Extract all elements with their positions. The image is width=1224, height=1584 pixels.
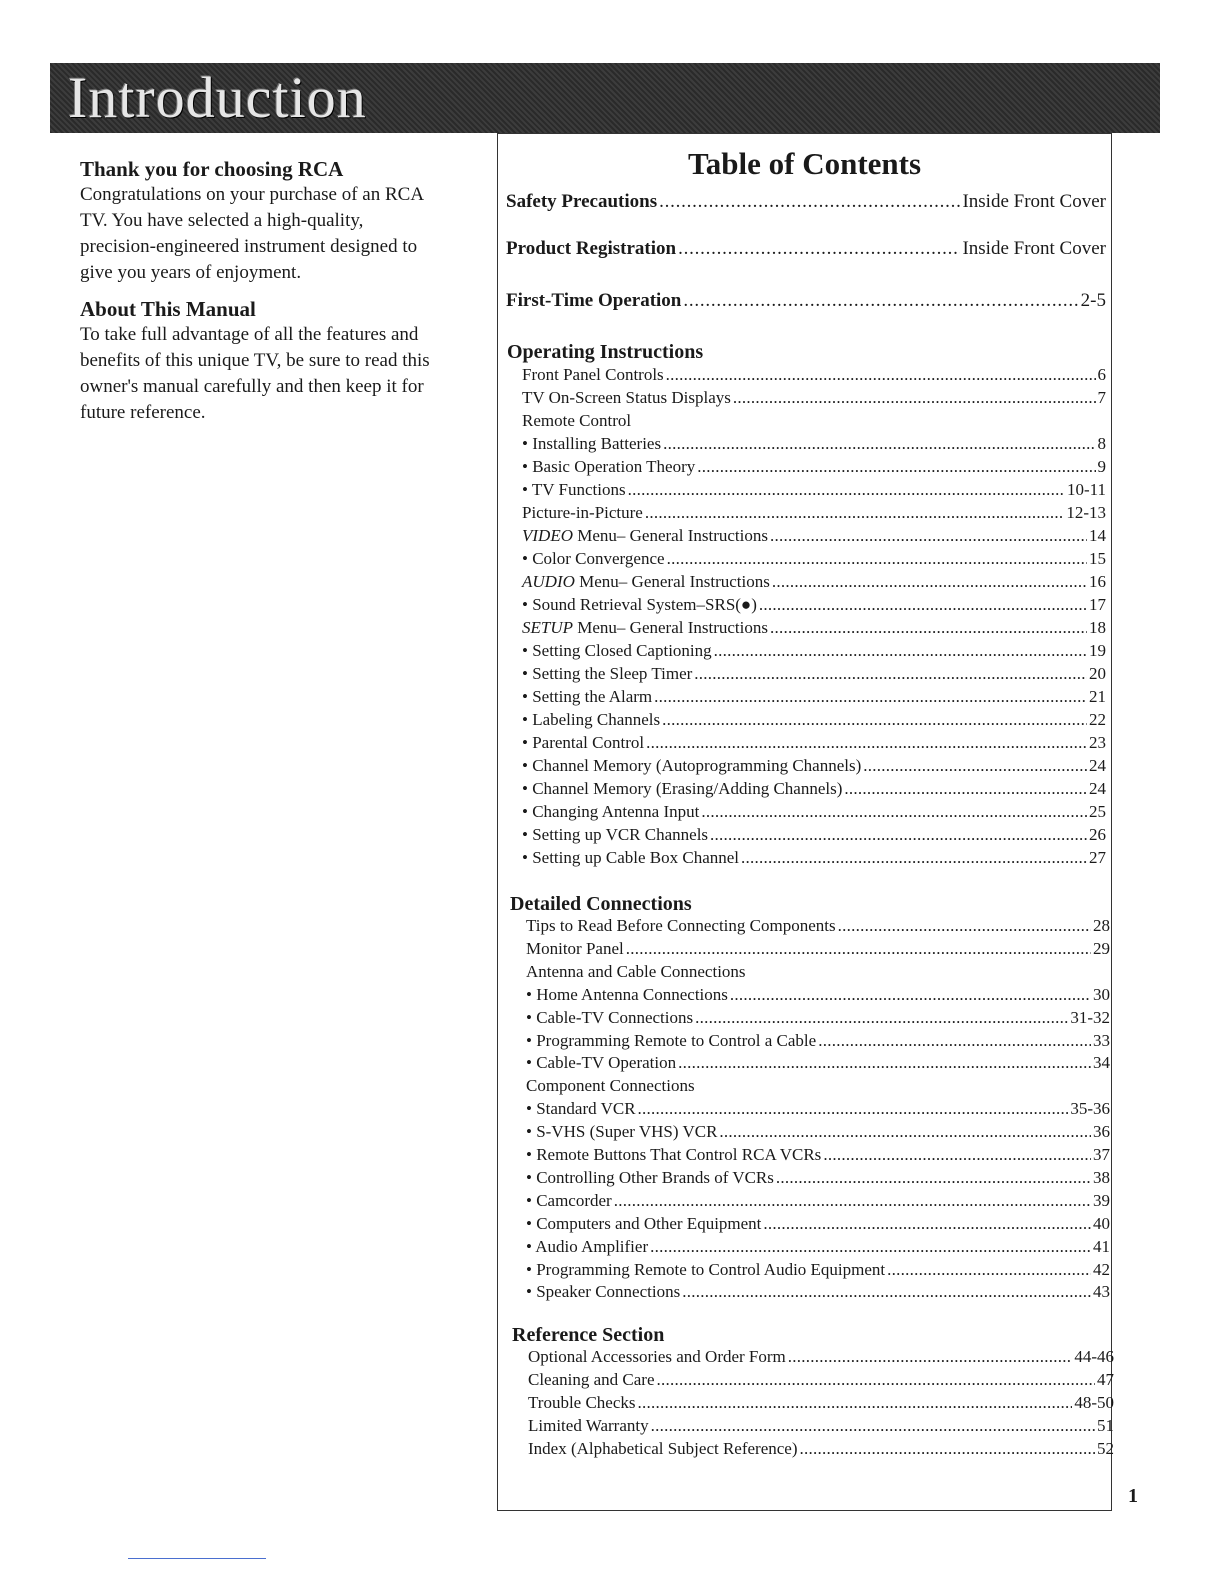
toc-entry-label: TV On-Screen Status Displays (522, 388, 731, 407)
toc-entry-label: • Color Convergence (522, 549, 665, 568)
toc-entry-label: • Computers and Other Equipment (526, 1213, 762, 1233)
toc-entry-page: 38 (1093, 1167, 1110, 1187)
toc-entry-page: 19 (1089, 641, 1106, 660)
toc-entry-label: • Labeling Channels (522, 710, 661, 729)
toc-entry (528, 1438, 1114, 1460)
toc-leader-dots (626, 938, 1091, 960)
toc-entry-page: 33 (1093, 1030, 1110, 1050)
toc-entry-page: 28 (1093, 916, 1110, 935)
toc-entry (526, 1007, 1110, 1029)
toc-leader-dots (695, 1007, 1068, 1029)
toc-entry-page: 2-5 (1080, 290, 1106, 311)
toc-entry-label: First-Time Operation (506, 290, 682, 311)
toc-entry (522, 640, 1106, 662)
toc-entry-label: • Controlling Other Brands of VCRs (526, 1167, 774, 1187)
toc-entry (526, 1259, 1110, 1281)
toc-entry-label: • Setting Closed Captioning (522, 641, 712, 660)
toc-entry-page: 21 (1089, 687, 1106, 706)
toc-entry-page: 8 (1097, 434, 1106, 453)
toc-entry-page: 47 (1097, 1370, 1114, 1389)
toc-entry (506, 237, 1106, 261)
toc-entry-page: 25 (1089, 802, 1106, 821)
toc-entry-page: 51 (1097, 1416, 1114, 1435)
banner-title: Introduction (68, 65, 367, 130)
toc-section-heading: Detailed Connections (510, 893, 692, 915)
toc-leader-dots (770, 525, 1087, 547)
toc-leader-dots (663, 433, 1095, 455)
toc-leader-dots (667, 548, 1087, 570)
toc-entry (522, 571, 1106, 593)
toc-entry-page: 52 (1097, 1439, 1114, 1458)
toc-entry-label: • Setting the Alarm (522, 687, 653, 706)
toc-entry-label: • Home Antenna Connections (526, 984, 728, 1004)
toc-entry (506, 289, 1106, 313)
toc-entry-label: Front Panel Controls (522, 365, 664, 384)
toc-entry-label: Product Registration (506, 238, 677, 259)
toc-entry (522, 709, 1106, 731)
toc-entry (526, 961, 1110, 983)
toc-leader-dots (645, 502, 1064, 524)
toc-entry-page: 43 (1093, 1282, 1110, 1302)
toc-entry (522, 824, 1106, 846)
toc-entry-label: Optional Accessories and Order Form (528, 1347, 786, 1366)
toc-entry-page: 48-50 (1074, 1393, 1114, 1412)
toc-entry-page: 27 (1089, 848, 1106, 867)
toc-entry-label: Trouble Checks (528, 1393, 636, 1412)
toc-entry-page: 12-13 (1066, 503, 1106, 522)
toc-entry (522, 364, 1106, 386)
toc-entry (526, 1030, 1110, 1052)
toc-leader-dots (838, 915, 1091, 937)
toc-entry-page: 31-32 (1070, 1007, 1110, 1027)
toc-leader-dots (694, 663, 1087, 685)
toc-leader-dots (710, 824, 1087, 846)
toc-entry-label: Remote Control (522, 411, 632, 430)
toc-entry-page: Inside Front Cover (962, 238, 1106, 259)
toc-entry (526, 1075, 1110, 1097)
toc-entry-label: • Speaker Connections (526, 1282, 681, 1302)
toc-entry-label: • Sound Retrieval System–SRS(●) (522, 595, 757, 614)
toc-entry-page: 9 (1097, 457, 1106, 476)
toc-leader-dots (678, 237, 960, 261)
toc-entry (528, 1369, 1114, 1391)
toc-entry-label: Limited Warranty (528, 1416, 649, 1435)
toc-entry-page: 6 (1097, 365, 1106, 384)
toc-entry (526, 1236, 1110, 1258)
toc-leader-dots (650, 1236, 1091, 1258)
toc-entry-label: • Programming Remote to Control Audio Equipment (526, 1259, 886, 1279)
toc-leader-dots (678, 1052, 1091, 1074)
toc-entry-label: • Remote Buttons That Control RCA VCRs (526, 1145, 822, 1164)
page-number: 1 (1128, 1485, 1138, 1507)
toc-entry-page: 23 (1089, 733, 1106, 752)
toc-entry-label: • Channel Memory (Erasing/Adding Channels) (522, 779, 843, 798)
toc-entry (522, 479, 1106, 501)
toc-entry-label: • Audio Amplifier (526, 1236, 649, 1256)
intro-column (80, 156, 430, 436)
toc-leader-dots (823, 1144, 1091, 1166)
toc-entry-page: 15 (1089, 549, 1106, 568)
toc-leader-dots (651, 1415, 1095, 1437)
toc-leader-dots (788, 1346, 1073, 1368)
toc-leader-dots (638, 1392, 1073, 1414)
toc-entry (506, 190, 1106, 214)
toc-leader-dots (646, 732, 1087, 754)
intro-paragraph-manual: To take full advantage of all the features and benefits of this unique TV, be sure to read this owner's manual carefully and then keep it for future reference. (80, 324, 430, 423)
toc-leader-dots (863, 755, 1087, 777)
toc-leader-dots (614, 1190, 1091, 1212)
toc-leader-dots (683, 289, 1078, 313)
toc-leader-dots (763, 1213, 1091, 1235)
toc-entry (522, 732, 1106, 754)
toc-entry (528, 1346, 1114, 1368)
toc-leader-dots (654, 686, 1087, 708)
toc-entry (526, 1052, 1110, 1074)
toc-entry-page: 14 (1089, 526, 1106, 545)
toc-entry-page: 39 (1093, 1190, 1110, 1210)
toc-leader-dots (770, 617, 1087, 639)
toc-entry (522, 410, 1106, 432)
toc-leader-dots (638, 1098, 1069, 1120)
toc-entry (522, 548, 1106, 570)
toc-title: Table of Contents (687, 146, 922, 181)
toc-entry-page: 26 (1089, 825, 1106, 844)
toc-entry-label: Monitor Panel (526, 938, 624, 958)
footer-rule (128, 1558, 266, 1559)
toc-entry-page: 30 (1093, 984, 1110, 1004)
toc-entry-label: • Channel Memory (Autoprogramming Channels) (522, 756, 862, 775)
toc-entry-label: Component Connections (526, 1076, 695, 1096)
toc-leader-dots (887, 1259, 1091, 1281)
toc-entry-page: 7 (1097, 388, 1106, 407)
toc-entry-label: • TV Functions (522, 480, 626, 499)
toc-entry-page: 35-36 (1070, 1099, 1110, 1119)
toc-entry (526, 1121, 1110, 1143)
toc-entry (526, 984, 1110, 1006)
toc-entry-label: Safety Precautions (506, 191, 658, 212)
toc-entry (526, 1098, 1110, 1120)
toc-leader-dots (818, 1030, 1091, 1052)
toc-entry-label: Index (Alphabetical Subject Reference) (528, 1439, 798, 1458)
toc-entry-label: • Camcorder (526, 1190, 612, 1210)
toc-leader-dots (701, 801, 1087, 823)
toc-entry-page: 24 (1089, 779, 1106, 798)
toc-entry-label: • Standard VCR (526, 1099, 636, 1119)
toc-entry (528, 1392, 1114, 1414)
toc-entry-page: 22 (1089, 710, 1106, 729)
toc-entry-page: 44-46 (1074, 1347, 1114, 1366)
toc-entry-label: VIDEO Menu– General Instructions (522, 526, 768, 545)
toc-section-heading: Operating Instructions (507, 341, 704, 363)
toc-leader-dots (800, 1438, 1095, 1460)
toc-entry-page: 34 (1093, 1053, 1110, 1073)
toc-entry (522, 433, 1106, 455)
toc-entry-label: • Cable-TV Connections (526, 1007, 694, 1027)
toc-entry (526, 1144, 1110, 1166)
toc-entry-label: • Setting up VCR Channels (522, 825, 709, 844)
toc-entry-page: 20 (1089, 664, 1106, 683)
toc-entry (522, 525, 1106, 547)
toc-leader-dots (662, 709, 1087, 731)
toc-entry-page: 16 (1089, 572, 1106, 591)
toc-entry-page: 37 (1093, 1145, 1110, 1164)
toc-entry (522, 755, 1106, 777)
toc-entry (522, 847, 1106, 869)
toc-leader-dots (714, 640, 1087, 662)
section-banner (50, 63, 1160, 133)
toc-leader-dots (659, 190, 960, 214)
toc-entry-page: 17 (1089, 595, 1106, 614)
toc-entry-page: 42 (1093, 1259, 1110, 1279)
toc-leader-dots (741, 847, 1087, 869)
toc-entry-label: • Setting the Sleep Timer (522, 664, 693, 683)
toc-leader-dots (730, 984, 1091, 1006)
toc-leader-dots (682, 1281, 1091, 1303)
toc-entry-label: AUDIO Menu– General Instructions (522, 572, 770, 591)
toc-entry-page: Inside Front Cover (962, 191, 1106, 212)
toc-entry (522, 387, 1106, 409)
toc-entry-label: SETUP Menu– General Instructions (522, 618, 768, 637)
toc-entry (526, 1167, 1110, 1189)
toc-entry-label: • S-VHS (Super VHS) VCR (526, 1122, 718, 1142)
toc-entry-label: • Basic Operation Theory (522, 457, 696, 476)
toc-entry (526, 915, 1110, 937)
toc-entry (522, 456, 1106, 478)
toc-entry-page: 24 (1089, 756, 1106, 775)
intro-paragraph-thanks: Congratulations on your purchase of an RCA TV. You have selected a high-quality, precision-engineered instrument designed to give you years of enjoyment. (80, 184, 424, 283)
toc-entry (526, 1190, 1110, 1212)
toc-leader-dots (666, 364, 1096, 386)
toc-entry-page: 10-11 (1066, 480, 1106, 499)
toc-entry-label: Picture-in-Picture (522, 503, 643, 522)
toc-entry (522, 617, 1106, 639)
toc-entry-page: 18 (1089, 618, 1106, 637)
toc-entry (526, 938, 1110, 960)
toc-entry-label: • Changing Antenna Input (522, 802, 700, 821)
toc-entry (522, 594, 1106, 616)
toc-entry (526, 1281, 1110, 1303)
toc-entry-label: • Installing Batteries (522, 434, 662, 453)
toc-leader-dots (759, 594, 1087, 616)
toc-entry (522, 502, 1106, 524)
toc-entry (528, 1415, 1114, 1437)
toc-entry-label: Antenna and Cable Connections (526, 961, 746, 981)
toc-entry (522, 686, 1106, 708)
toc-leader-dots (719, 1121, 1091, 1143)
toc-leader-dots (657, 1369, 1095, 1391)
intro-heading-thanks: Thank you for choosing RCA (80, 157, 344, 181)
toc-entry (526, 1213, 1110, 1235)
intro-heading-manual: About This Manual (80, 297, 256, 321)
toc-entry (522, 778, 1106, 800)
toc-leader-dots (628, 479, 1065, 501)
toc-leader-dots (733, 387, 1096, 409)
toc-leader-dots (844, 778, 1087, 800)
toc-entry-page: 29 (1093, 938, 1110, 958)
toc-entry-label: Tips to Read Before Connecting Components (526, 916, 836, 935)
toc-entry-label: • Programming Remote to Control a Cable (526, 1030, 817, 1050)
toc-entry-label: • Parental Control (522, 733, 645, 752)
toc-entry-page: 41 (1093, 1236, 1110, 1256)
toc-entry (522, 801, 1106, 823)
toc-leader-dots (697, 456, 1095, 478)
toc-entry-page: 36 (1093, 1122, 1110, 1142)
toc-entry-label: Cleaning and Care (528, 1370, 655, 1389)
toc-leader-dots (776, 1167, 1091, 1189)
toc-entry-label: • Cable-TV Operation (526, 1053, 677, 1073)
toc-entry (522, 663, 1106, 685)
toc-section-heading: Reference Section (512, 1324, 665, 1346)
toc-entry-page: 40 (1093, 1213, 1110, 1233)
toc-leader-dots (772, 571, 1087, 593)
toc-entry-label: • Setting up Cable Box Channel (522, 848, 740, 867)
